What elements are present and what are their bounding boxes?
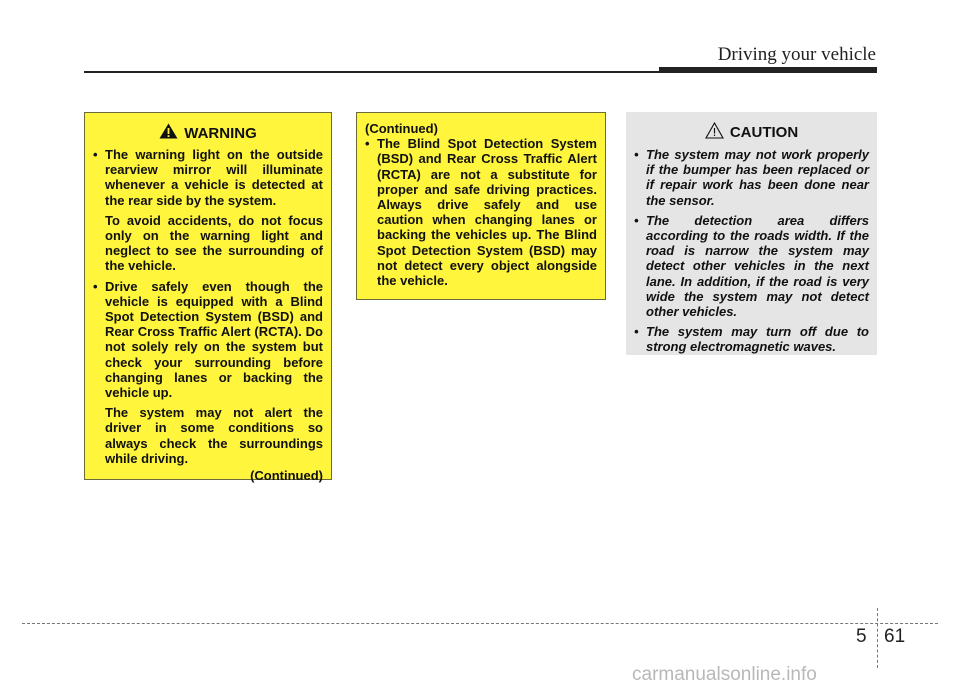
- watermark: carmanualsonline.info: [632, 664, 817, 685]
- caution-bullet-3: • The system may turn off due to strong electromagnetic waves.: [634, 324, 869, 355]
- caution-heading: [634, 122, 869, 143]
- warning-box: [84, 112, 332, 484]
- caution-box: [626, 112, 877, 355]
- warning-bullet-1-text: The warning light on the outside rearview mirror will illuminate whenever a vehicle is detected at the rear side by the system.: [105, 147, 323, 208]
- caution-bullet-3-text: The system may turn off due to strong electromagnetic waves.: [646, 324, 869, 355]
- caution-heading-label: CAUTION: [729, 124, 799, 141]
- chapter-number: 5: [856, 626, 867, 647]
- continued-box: [356, 112, 606, 300]
- continued-bullet-1-text: The Blind Spot Detection System (BSD) and Rear Cross Traffic Alert (RCTA) are not a substitute for proper and safe driving practices. Always drive safely and use caution when changing lanes or backing the vehicles up. The Blind Spot Detection System (BSD) may not detect every object alongside the vehicle.: [377, 136, 597, 289]
- header-rule-thick: [659, 67, 877, 73]
- warning-bullet-1-para: To avoid accidents, do not focus only on the warning light and neglect to see the surrounding of the vehicle.: [105, 212, 323, 274]
- footer-divider: [22, 623, 938, 624]
- header-rule: [84, 71, 664, 73]
- warning-triangle-icon: [159, 123, 178, 143]
- page-number: 61: [884, 626, 906, 647]
- warning-bullet-1: • The warning light on the outside rearview mirror will illuminate whenever a vehicle is detected at the rear side by the system.: [93, 147, 323, 208]
- warning-bullet-2: • Drive safely even though the vehicle is equipped with a Blind Spot Detection System (BSD) and Rear Cross Traffic Alert (RCTA). Do not solely rely on the system but check your surrounding before changing lanes or backing the vehicle up.: [93, 278, 323, 401]
- warning-bullet-2-text: Drive safely even though the vehicle is equipped with a Blind Spot Detection System (BSD) and Rear Cross Traffic Alert (RCTA). Do not solely rely on the system but check your surrounding before changing lanes or backing the vehicle up.: [105, 278, 323, 401]
- caution-bullet-1-text: The system may not work properly if the bumper has been replaced or if repair work has been done near the sensor.: [646, 147, 869, 208]
- footer-page-divider: [877, 608, 878, 668]
- warning-heading-label: WARNING: [184, 124, 257, 142]
- caution-bullet-1: • The system may not work properly if the bumper has been replaced or if repair work has been done near the sensor.: [634, 147, 869, 208]
- warning-bullet-2-para: The system may not alert the driver in some conditions so always check the surroundings while driving.: [105, 405, 323, 466]
- warning-continued: (Continued): [250, 468, 323, 484]
- caution-bullet-2-text: The detection area differs according to the roads width. If the road is narrow the system may detect other vehicles in the next lane. In addition, if the road is very wide the system may not detect other vehicles.: [646, 212, 869, 320]
- caution-triangle-icon: [705, 122, 724, 143]
- continued-bullet-1: • The Blind Spot Detection System (BSD) and Rear Cross Traffic Alert (RCTA) are not a substitute for proper and safe driving practices. Always drive safely and use caution when changing lanes or backing the vehicles up. The Blind Spot Detection System (BSD) may not detect every object alongside the vehicle.: [365, 136, 597, 289]
- section-title: Driving your vehicle: [717, 44, 876, 65]
- continued-heading: (Continued): [365, 121, 438, 136]
- caution-bullet-2: • The detection area differs according to the roads width. If the road is narrow the system may detect other vehicles in the next lane. In addition, if the road is very wide the system may not detect other vehicles.: [634, 212, 869, 320]
- warning-heading: [93, 123, 323, 143]
